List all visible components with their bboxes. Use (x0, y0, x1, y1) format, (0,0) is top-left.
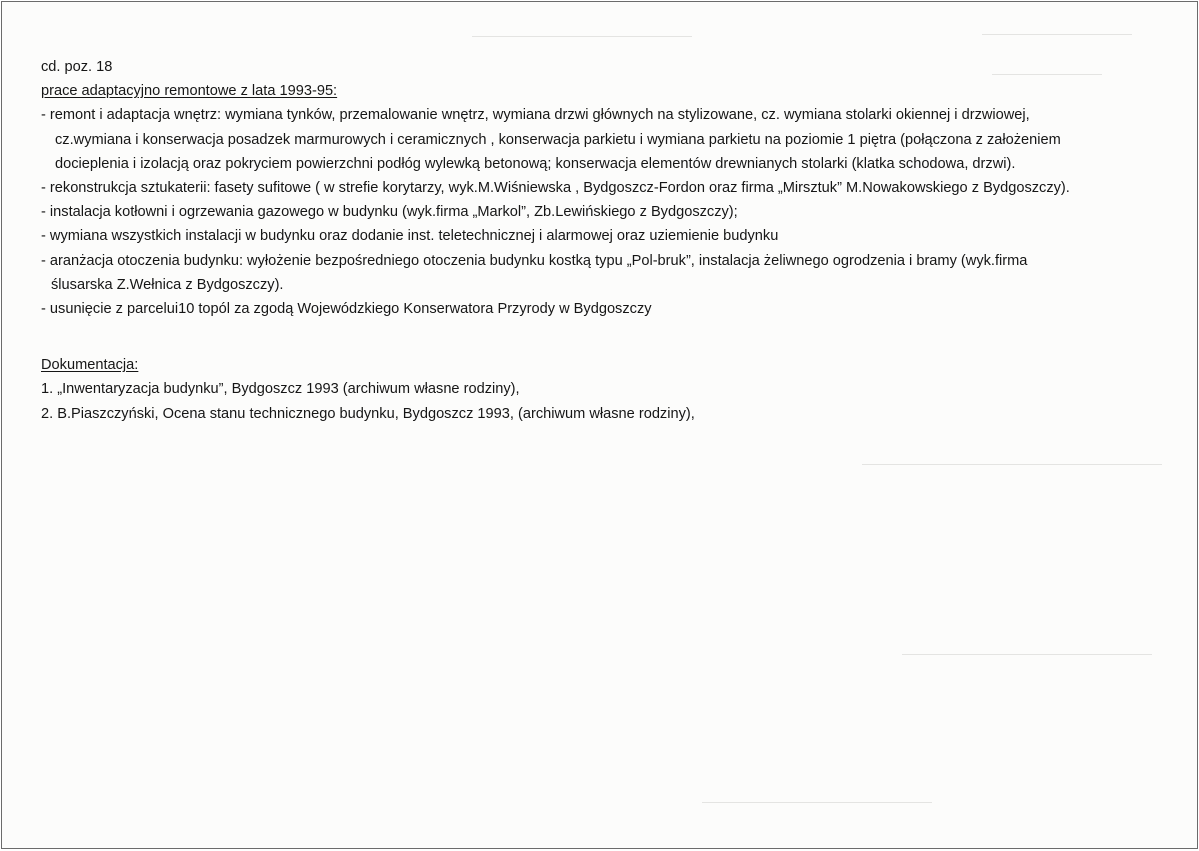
document-body (41, 55, 1179, 426)
section-heading-documentation: Dokumentacja: (41, 357, 139, 374)
works-item-interior-line-1: - remont i adaptacja wnętrz: wymiana tynków, przemalowanie wnętrz, wymiana drzwi głównych na stylizowane, cz. wymiana stolarki okiennej i drzwiowej, (41, 107, 1030, 124)
show-through-mark (702, 802, 932, 803)
works-item-stucco: - rekonstrukcja sztukaterii: fasety sufitowe ( w strefie korytarzy, wyk.M.Wiśniewska , Bydgoszcz-Fordon oraz firma „Mirsztuk” M.Nowakowskiego z Bydgoszczy). (41, 180, 1070, 197)
works-item-poplar-removal: - usunięcie z parcelui10 topól za zgodą Wojewódzkiego Konserwatora Przyrody w Bydgoszczy (41, 301, 652, 318)
show-through-mark (862, 464, 1162, 465)
show-through-mark (982, 34, 1132, 35)
works-item-interior-line-2: cz.wymiana i konserwacja posadzek marmurowych i ceramicznych , konserwacja parkietu i wymiana parkietu na poziomie 1 piętra (połączona z założeniem (55, 131, 1061, 148)
documentation-list (41, 377, 1179, 425)
scanned-page (1, 1, 1198, 849)
show-through-mark (902, 654, 1152, 655)
documentation-item-technical-assessment: 2. B.Piaszczyński, Ocena stanu technicznego budynku, Bydgoszcz 1993, (archiwum własne rodziny), (41, 405, 695, 422)
show-through-mark (472, 36, 692, 37)
works-item-interior-line-3: docieplenia i izolacją oraz pokryciem powierzchni podłóg wylewką betonową; konserwacja elementów drewnianych stolarki (klatka schodowa, drzwi). (55, 155, 1016, 172)
continuation-note: cd. poz. 18 (41, 59, 113, 75)
works-item-installations: - wymiana wszystkich instalacji w budynku oraz dodanie inst. teletechnicznej i alarmowej oraz uziemienie budynku (41, 228, 779, 245)
works-list (41, 103, 1179, 321)
section-heading-renovation: prace adaptacyjno remontowe z lata 1993-95: (41, 83, 338, 100)
section-gap (41, 321, 1179, 353)
works-item-boiler-room: - instalacja kotłowni i ogrzewania gazowego w budynku (wyk.firma „Markol”, Zb.Lewińskiego z Bydgoszczy); (41, 204, 738, 221)
works-item-surroundings-line-2: ślusarska Z.Wełnica z Bydgoszczy). (51, 276, 284, 293)
documentation-item-inventory: 1. „Inwentaryzacja budynku”, Bydgoszcz 1993 (archiwum własne rodziny), (41, 381, 520, 398)
works-item-surroundings-line-1: - aranżacja otoczenia budynku: wyłożenie bezpośredniego otoczenia budynku kostką typu „Pol-bruk”, instalacja żeliwnego ogrodzenia i bramy (wyk.firma (41, 252, 1028, 269)
